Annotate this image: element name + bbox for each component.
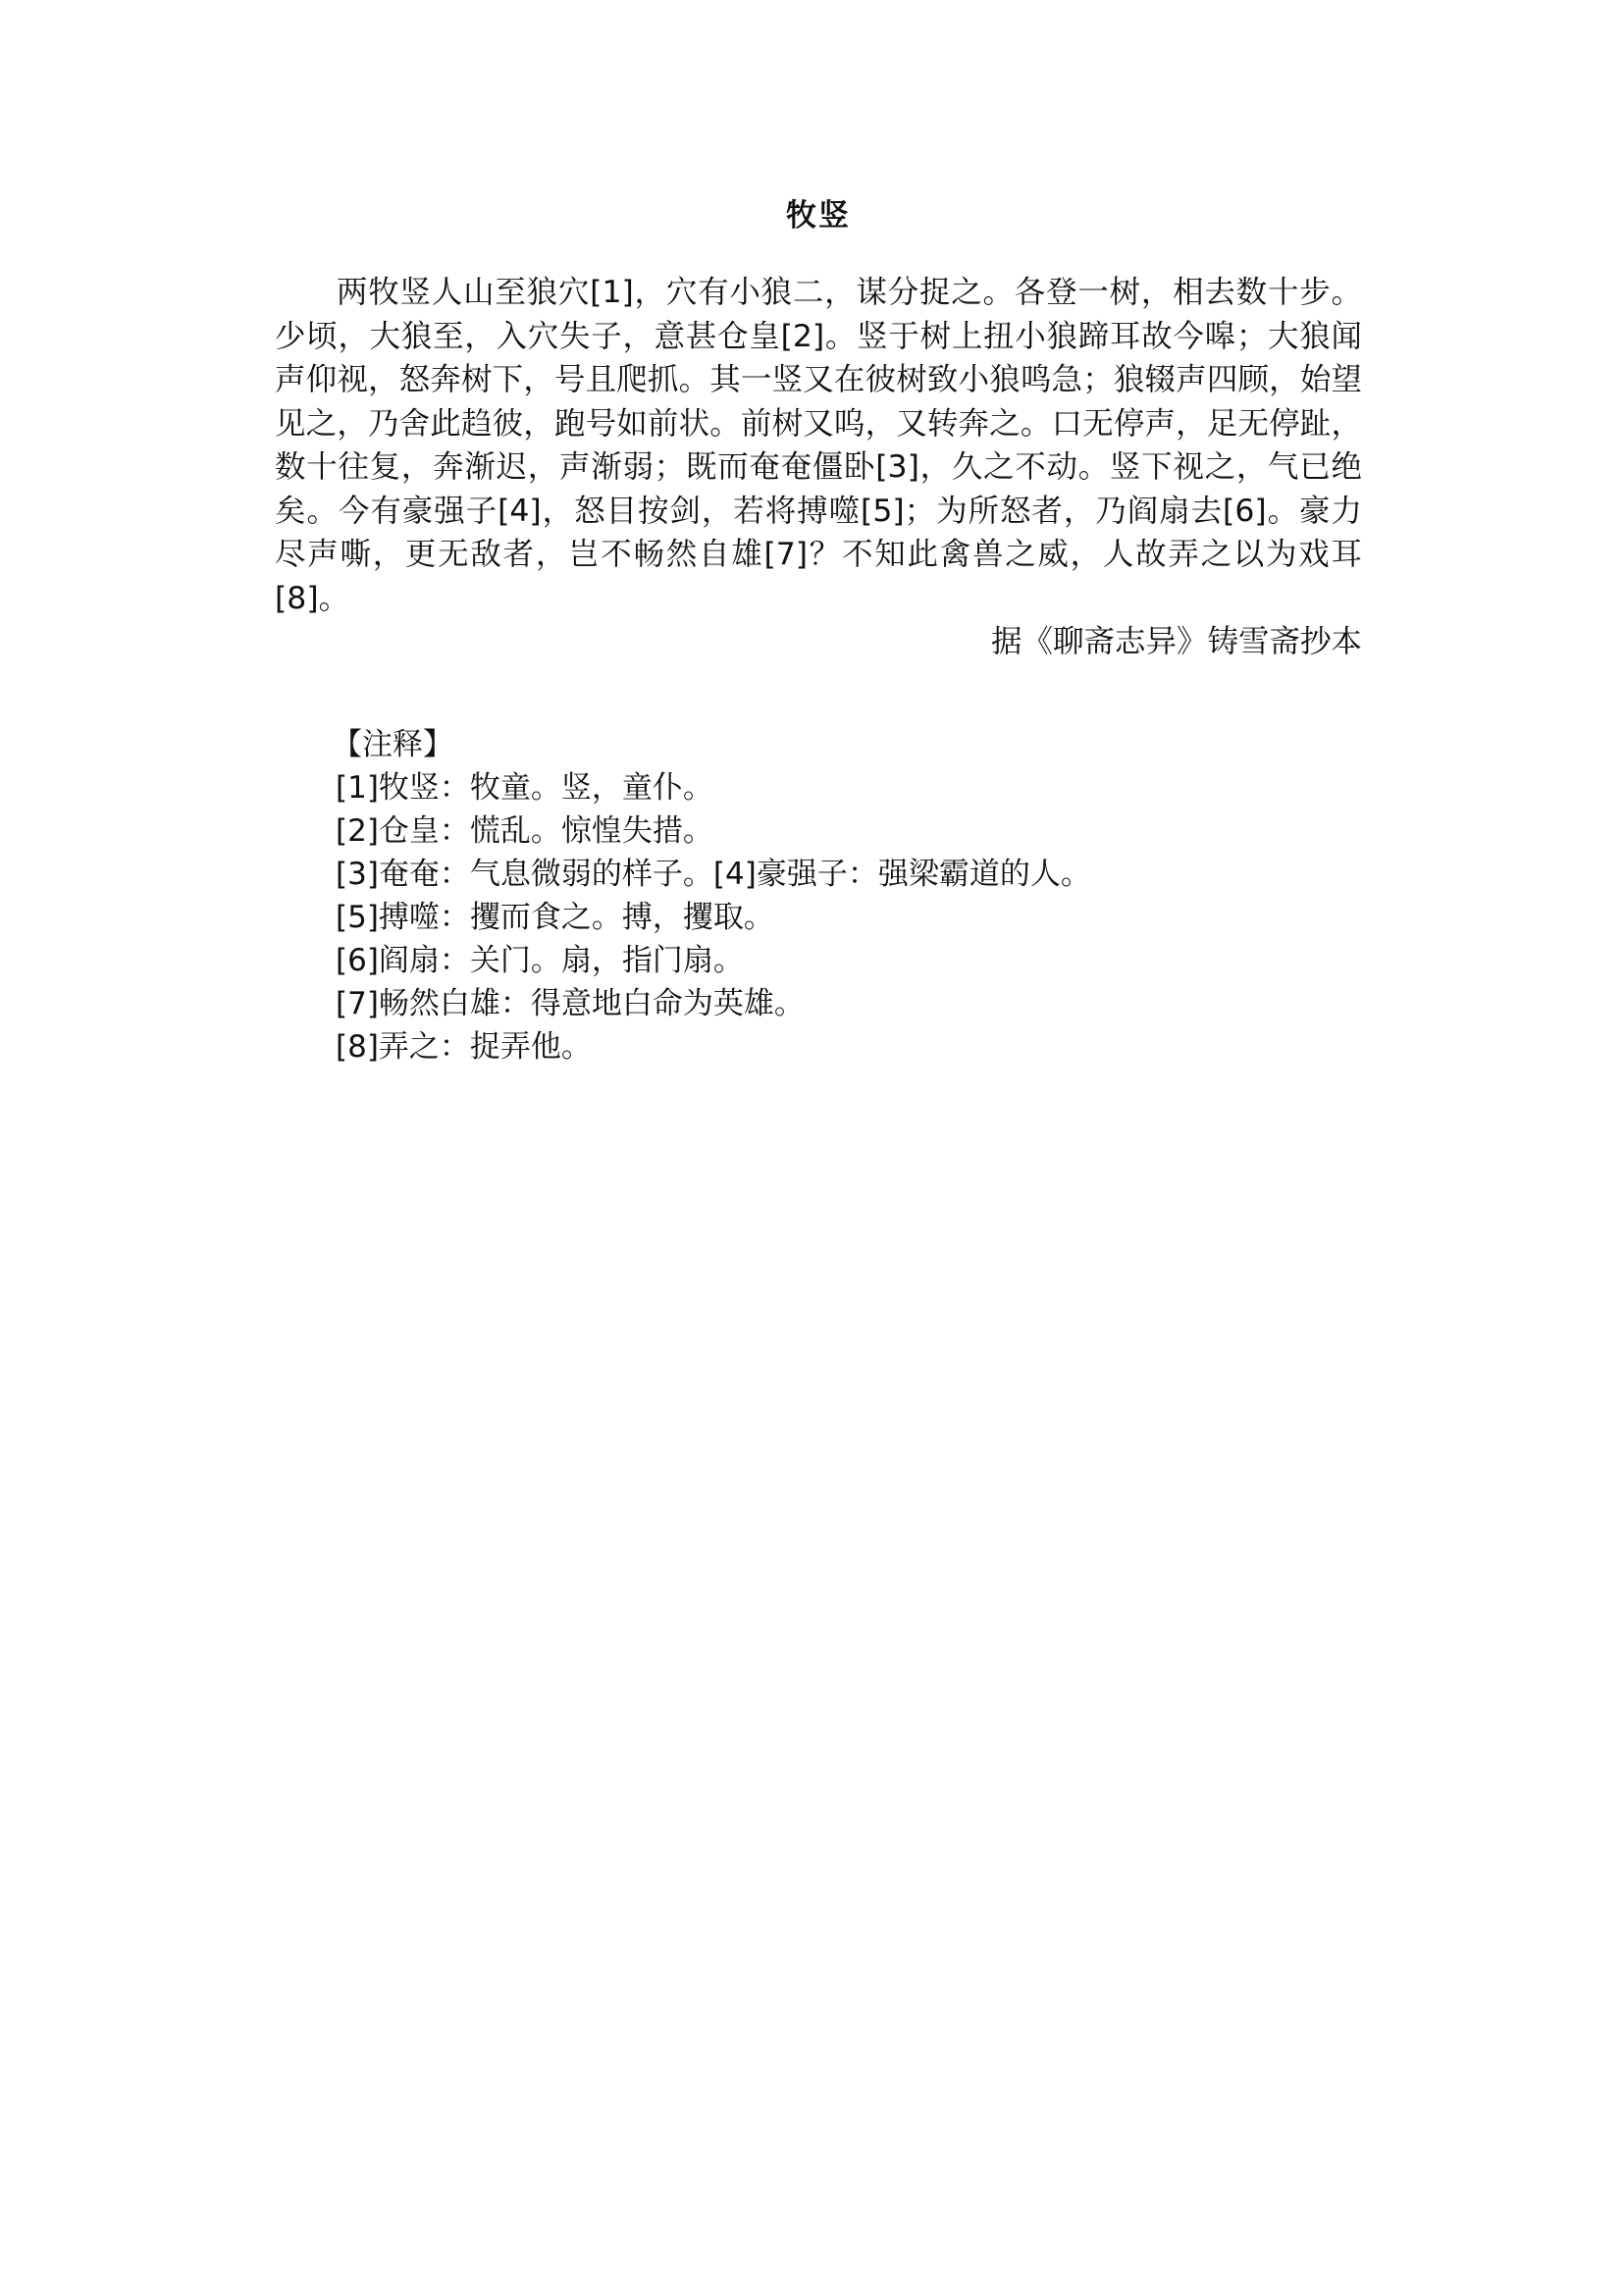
note-item: [6]阎扇：关门。扇，指门扇。 bbox=[336, 942, 744, 978]
note-item: [1]牧竖：牧童。竖，童仆。 bbox=[336, 769, 713, 806]
note-item: [8]弄之：捉弄他。 bbox=[336, 1028, 592, 1065]
document-title: 牧竖 bbox=[786, 198, 851, 234]
note-item: [5]搏噬：攫而食之。搏，攫取。 bbox=[336, 899, 774, 935]
note-item: [7]畅然白雄：得意地白命为英雄。 bbox=[336, 985, 805, 1021]
note-list bbox=[336, 766, 1362, 1069]
notes-heading: 【注释】 bbox=[332, 726, 453, 762]
main-paragraph: 两牧竖人山至狼穴[1]，穴有小狼二，谋分捉之。各登一树，相去数十步。少顷，大狼至，入穴失子，意甚仓皇[2]。竖于树上扭小狼蹄耳故今嗥；大狼闻声仰视，怒奔树下，号且爬抓。其一竖又在彼树致小狼鸣急；狼辍声四顾，始望见之，乃舍此趋彼，跑号如前状。前树又呜，又转奔之。口无停声，足无停趾，数十往复，奔渐迟，声渐弱；既而奄奄僵卧[3]，久之不动。竖下视之，气已绝矣。今有豪强子[4]，怒目按剑，若将搏噬[5]；为所怒者，乃阎扇去[6]。豪力尽声嘶，更无敌者，岂不畅然自雄[7]？不知此禽兽之威，人故弄之以为戏耳[8]。 bbox=[275, 275, 1362, 616]
notes-section bbox=[275, 723, 1362, 1069]
note-item: [2]仓皇：慌乱。惊惶失措。 bbox=[336, 812, 713, 849]
document-page bbox=[275, 196, 1362, 1069]
note-item: [3]奄奄：气息微弱的样子。[4]豪强子：强梁霸道的人。 bbox=[336, 856, 1091, 892]
source-citation: 据《聊斋志异》铸雪斋抄本 bbox=[990, 624, 1362, 659]
